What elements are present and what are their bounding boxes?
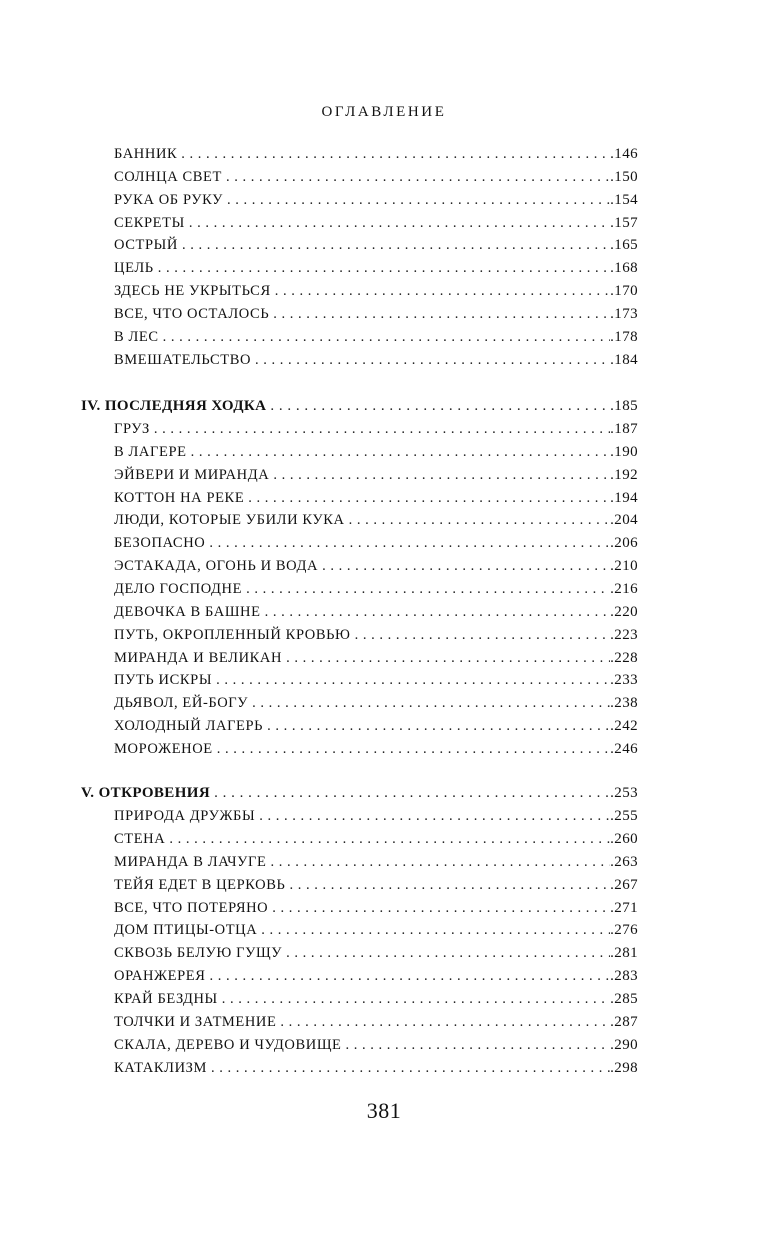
leader-dots — [191, 441, 611, 463]
toc-entry-page: .168 — [610, 260, 638, 276]
leader-dots — [182, 234, 610, 256]
leader-dots — [248, 487, 610, 509]
toc-entry-title: ТОЛЧКИ И ЗАТМЕНИЕ — [114, 1014, 277, 1030]
toc-entry[interactable] — [114, 555, 638, 577]
leader-dots — [209, 532, 610, 554]
leader-dots — [265, 601, 611, 623]
toc-entry-title: ХОЛОДНЫЙ ЛАГЕРЬ — [114, 718, 264, 734]
toc-entry-page: .290 — [610, 1037, 638, 1053]
leader-dots — [272, 897, 610, 919]
toc-entry-title: СЕКРЕТЫ — [114, 215, 185, 231]
leader-dots — [322, 555, 610, 577]
toc-entry-title: ПРИРОДА ДРУЖБЫ — [114, 808, 256, 824]
toc-entry-title: КРАЙ БЕЗДНЫ — [114, 991, 218, 1007]
toc-entry[interactable] — [114, 234, 638, 256]
leader-dots — [286, 647, 610, 669]
toc-entry[interactable] — [114, 303, 638, 325]
leader-dots — [349, 509, 611, 531]
toc-entry[interactable] — [114, 441, 638, 463]
toc-entry-page: .194 — [610, 490, 638, 506]
toc-entry-page: .228 — [610, 650, 638, 666]
toc-entry[interactable] — [114, 143, 638, 165]
toc-entry-page: .283 — [610, 968, 638, 984]
toc-entry[interactable] — [114, 647, 638, 669]
toc-entry-page: .223 — [610, 627, 638, 643]
toc-entry[interactable] — [114, 874, 638, 896]
toc-entry-title: МИРАНДА В ЛАЧУГЕ — [114, 854, 267, 870]
toc-entry[interactable] — [114, 942, 638, 964]
toc-entry-page: .238 — [610, 695, 638, 711]
toc-entry-page: .263 — [610, 854, 638, 870]
toc-entry-page: .187 — [610, 421, 638, 437]
toc-entry-title: МОРОЖЕНОЕ — [114, 741, 213, 757]
toc-entry-title: В ЛАГЕРЕ — [114, 444, 187, 460]
toc-entry-title: ВМЕШАТЕЛЬСТВО — [114, 352, 252, 368]
toc-entry-page: .210 — [610, 558, 638, 574]
toc-entry[interactable] — [114, 919, 638, 941]
leader-dots — [259, 805, 610, 827]
toc-entry-title: ОРАНЖЕРЕЯ — [114, 968, 206, 984]
leader-dots — [261, 919, 610, 941]
toc-entry-title: КАТАКЛИЗМ — [114, 1060, 208, 1076]
toc-entry[interactable] — [114, 349, 638, 371]
toc-part-title: IV. ПОСЛЕДНЯЯ ХОДКА — [81, 398, 267, 414]
toc-entry-page: .165 — [610, 237, 638, 253]
toc-entry-title: БАННИК — [114, 146, 178, 162]
leader-dots — [211, 1057, 610, 1079]
page-number: 381 — [366, 1098, 402, 1123]
toc-entry-page: .146 — [610, 146, 638, 162]
toc-part-page: .185 — [610, 398, 638, 414]
toc-entry-title: ПУТЬ ИСКРЫ — [114, 672, 213, 688]
toc-entry[interactable] — [114, 828, 638, 850]
toc-part-heading[interactable] — [81, 395, 638, 417]
leader-dots — [289, 874, 610, 896]
toc-entry[interactable] — [114, 851, 638, 873]
toc-part-page: .253 — [610, 785, 638, 801]
leader-dots — [222, 988, 610, 1010]
toc-entry-title: ОСТРЫЙ — [114, 237, 178, 253]
toc-entry-page: .260 — [610, 831, 638, 847]
leader-dots — [216, 669, 610, 691]
toc-entry-title: РУКА ОБ РУКУ — [114, 192, 223, 208]
toc-entry-title: ВСЕ, ЧТО ОСТАЛОСЬ — [114, 306, 270, 322]
leader-dots — [189, 212, 610, 234]
toc-entry[interactable] — [114, 1057, 638, 1079]
leader-dots — [227, 189, 610, 211]
leader-dots — [267, 715, 610, 737]
toc-entry-title: ЭЙВЕРИ И МИРАНДА — [114, 467, 270, 483]
leader-dots — [163, 326, 610, 348]
toc-entry-page: .154 — [610, 192, 638, 208]
toc-entry-page: .170 — [610, 283, 638, 299]
toc-entry[interactable] — [114, 624, 638, 646]
leader-dots — [217, 738, 610, 760]
leader-dots — [181, 143, 610, 165]
toc-entry-title: ПУТЬ, ОКРОПЛЕННЫЙ КРОВЬЮ — [114, 627, 351, 643]
toc-entry-page: .287 — [610, 1014, 638, 1030]
toc-entry[interactable] — [114, 280, 638, 302]
toc-entry-title: ДЬЯВОЛ, ЕЙ-БОГУ — [114, 695, 249, 711]
toc-entry-page: .267 — [610, 877, 638, 893]
toc-entry-page: .178 — [610, 329, 638, 345]
toc-entry-page: .150 — [610, 169, 638, 185]
toc-entry-title: ТЕЙЯ ЕДЕТ В ЦЕРКОВЬ — [114, 877, 286, 893]
toc-entry-page: .298 — [610, 1060, 638, 1076]
toc-entry-page: .242 — [610, 718, 638, 734]
leader-dots — [270, 395, 610, 417]
toc-entry[interactable] — [114, 487, 638, 509]
toc-entry-page: .192 — [610, 467, 638, 483]
leader-dots — [355, 624, 611, 646]
toc-entry-page: .184 — [610, 352, 638, 368]
leader-dots — [270, 851, 610, 873]
leader-dots — [280, 1011, 610, 1033]
leader-dots — [169, 828, 610, 850]
toc-entry[interactable] — [114, 669, 638, 691]
leader-dots — [275, 280, 610, 302]
toc-entry[interactable] — [114, 257, 638, 279]
toc-entry-title: СКВОЗЬ БЕЛУЮ ГУЩУ — [114, 945, 283, 961]
toc-entry-page: .204 — [610, 512, 638, 528]
toc-entry-title: ГРУЗ — [114, 421, 150, 437]
toc-entry-page: .255 — [610, 808, 638, 824]
toc-entry-title: ДЕЛО ГОСПОДНЕ — [114, 581, 243, 597]
toc-entry-title: ВСЕ, ЧТО ПОТЕРЯНО — [114, 900, 269, 916]
toc-entry-title: В ЛЕС — [114, 329, 159, 345]
toc-entry-page: .157 — [610, 215, 638, 231]
toc-entry[interactable] — [114, 1034, 638, 1056]
toc-part-heading[interactable] — [81, 782, 638, 804]
toc-entry[interactable] — [114, 738, 638, 760]
toc-entry[interactable] — [114, 212, 638, 234]
toc-part-title: V. ОТКРОВЕНИЯ — [81, 785, 211, 801]
toc-entry-page: .206 — [610, 535, 638, 551]
toc-entry-page: .233 — [610, 672, 638, 688]
leader-dots — [346, 1034, 611, 1056]
toc-entry[interactable] — [114, 692, 638, 714]
leader-dots — [246, 578, 610, 600]
leader-dots — [154, 418, 610, 440]
leader-dots — [226, 166, 610, 188]
leader-dots — [286, 942, 610, 964]
toc-entry-page: .271 — [610, 900, 638, 916]
leader-dots — [158, 257, 610, 279]
leader-dots — [252, 692, 610, 714]
toc-entry[interactable] — [114, 578, 638, 600]
leader-dots — [273, 464, 610, 486]
leader-dots — [255, 349, 610, 371]
toc-entry-page: .190 — [610, 444, 638, 460]
toc-entry[interactable] — [114, 988, 638, 1010]
leader-dots — [209, 965, 610, 987]
page-title: ОГЛАВЛЕНИЕ — [321, 104, 447, 120]
toc-entry[interactable] — [114, 1011, 638, 1033]
toc-entry[interactable] — [114, 418, 638, 440]
toc-entry[interactable] — [114, 464, 638, 486]
toc-entry[interactable] — [114, 532, 638, 554]
toc-entry-title: ЦЕЛЬ — [114, 260, 154, 276]
toc-entry-page: .285 — [610, 991, 638, 1007]
toc-entry[interactable] — [114, 965, 638, 987]
toc-entry-page: .281 — [610, 945, 638, 961]
leader-dots — [273, 303, 610, 325]
toc-entry[interactable] — [114, 805, 638, 827]
toc-entry-title: СОЛНЦА СВЕТ — [114, 169, 222, 185]
toc-entry-title: ЛЮДИ, КОТОРЫЕ УБИЛИ КУКА — [114, 512, 345, 528]
toc-entry-page: .216 — [610, 581, 638, 597]
toc-entry-page: .276 — [610, 922, 638, 938]
toc-entry-page: .246 — [610, 741, 638, 757]
toc-entry[interactable] — [114, 326, 638, 348]
leader-dots — [214, 782, 610, 804]
toc-entry-title: МИРАНДА И ВЕЛИКАН — [114, 650, 283, 666]
toc-entry-page: .220 — [610, 604, 638, 620]
toc-entry[interactable] — [114, 715, 638, 737]
toc-entry-title: КОТТОН НА РЕКЕ — [114, 490, 245, 506]
toc-entry-title: СКАЛА, ДЕРЕВО И ЧУДОВИЩЕ — [114, 1037, 342, 1053]
toc-entry[interactable] — [114, 189, 638, 211]
toc-entry-title: ЗДЕСЬ НЕ УКРЫТЬСЯ — [114, 283, 271, 299]
toc-entry-title: СТЕНА — [114, 831, 166, 847]
toc-entry-title: ДЕВОЧКА В БАШНЕ — [114, 604, 261, 620]
toc-entry-title: ЭСТАКАДА, ОГОНЬ И ВОДА — [114, 558, 319, 574]
toc-entry-page: .173 — [610, 306, 638, 322]
toc-entry[interactable] — [114, 166, 638, 188]
toc-entry[interactable] — [114, 897, 638, 919]
toc-entry-title: ДОМ ПТИЦЫ-ОТЦА — [114, 922, 258, 938]
toc-entry[interactable] — [114, 509, 638, 531]
toc-entry-title: БЕЗОПАСНО — [114, 535, 206, 551]
toc-entry[interactable] — [114, 601, 638, 623]
